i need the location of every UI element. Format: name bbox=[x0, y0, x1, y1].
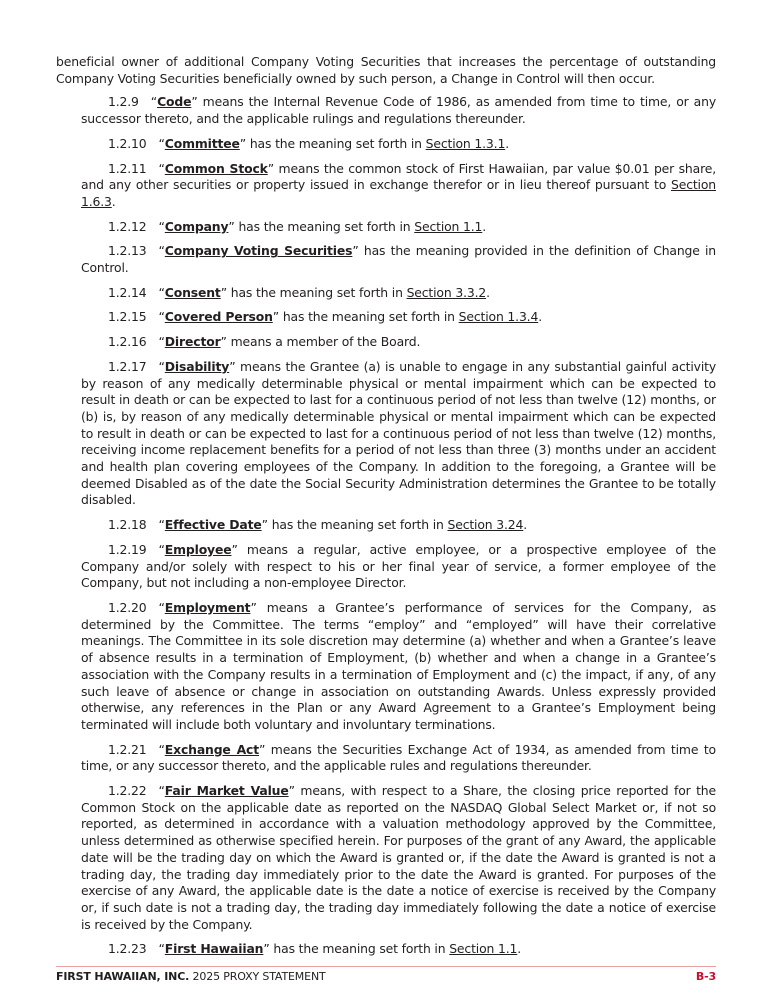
footer-company: FIRST HAWAIIAN, INC. bbox=[56, 970, 190, 983]
section-reference-link[interactable]: Section 1.3.4 bbox=[458, 309, 539, 325]
definition-term: First Hawaiian bbox=[164, 941, 264, 957]
definition-paragraph bbox=[56, 783, 716, 933]
definition-text: ” has the meaning set forth in bbox=[228, 218, 415, 234]
definition-paragraph bbox=[56, 334, 716, 351]
definition-lead: 1.2.18 “Effective Date bbox=[108, 517, 262, 533]
definition-text: ” means the Grantee (a) is unable to engage in any substantial gainful activity by reason of any medically determinable physical or mental impairment which can be expected to result in death or can be expected to last for a continuous period of not less than twelve (12) months, or (b) is, by reason of any medically determinable physical or mental impairment which can be expected to result in death or can be expected to last for a continuous period of not less than twelve (12) months, receiving income replacement benefits for a period of not less than three (3) months under an accident and health plan covering employees of the Company. In addition to the foregoing, a Grantee will be deemed Disabled as of the date the Social Security Administration determines the Grantee to be totally disabled. bbox=[81, 358, 716, 508]
document-body bbox=[56, 54, 716, 966]
definition-lead: 1.2.23 “First Hawaiian bbox=[108, 941, 264, 957]
intro-paragraph: beneficial owner of additional Company Voting Securities that increases the percentage of outstanding Company Voting Securities beneficially owned by such person, a Change in Control will then occur. bbox=[56, 54, 716, 86]
definition-punctuation: . bbox=[482, 218, 487, 234]
definitions-list bbox=[56, 94, 716, 958]
definition-text: ” means the Internal Revenue Code of 1986, as amended from time to time, or any successor thereto, and the applicable rulings and regulations thereunder. bbox=[81, 94, 716, 127]
definition-number: 1.2.10 bbox=[108, 135, 147, 151]
definition-term: Director bbox=[164, 334, 221, 350]
definition-paragraph bbox=[56, 542, 716, 592]
page-footer bbox=[56, 966, 716, 984]
footer-left bbox=[56, 970, 326, 984]
section-reference-link[interactable]: Section 3.3.2 bbox=[406, 284, 487, 300]
definition-text: ” has the meaning set forth in bbox=[272, 309, 459, 325]
section-reference-link[interactable]: Section 1.3.1 bbox=[425, 135, 506, 151]
definition-number: 1.2.14 bbox=[108, 284, 147, 300]
definition-paragraph bbox=[56, 285, 716, 302]
definition-number: 1.2.16 bbox=[108, 334, 147, 350]
definition-punctuation: . bbox=[523, 517, 528, 533]
definition-lead: 1.2.20 “Employment bbox=[108, 599, 251, 615]
definition-number: 1.2.22 bbox=[108, 783, 147, 799]
definition-text: ” means the Securities Exchange Act of 1934, as amended from time to time, or any successor thereto, and the applicable rules and regulations thereunder. bbox=[81, 741, 716, 774]
definition-paragraph bbox=[56, 136, 716, 153]
definition-number: 1.2.18 bbox=[108, 517, 147, 533]
definition-paragraph bbox=[56, 517, 716, 534]
section-reference-link[interactable]: Section 1.6.3 bbox=[81, 177, 716, 209]
definition-paragraph bbox=[56, 161, 716, 211]
definition-number: 1.2.9 bbox=[108, 94, 139, 110]
definition-number: 1.2.15 bbox=[108, 309, 147, 325]
definition-number: 1.2.11 bbox=[108, 160, 147, 176]
definition-term: Fair Market Value bbox=[164, 783, 289, 799]
definition-term: Company Voting Securities bbox=[164, 243, 353, 259]
footer-doc-title: 2025 PROXY STATEMENT bbox=[192, 970, 326, 983]
definition-text: ” means the common stock of First Hawaiian, par value $0.01 per share, and any other securities or property issued in exchange therefor or in lieu thereof pursuant to bbox=[81, 160, 716, 193]
section-reference-link[interactable]: Section 1.1 bbox=[414, 218, 483, 234]
definition-term: Code bbox=[157, 94, 192, 110]
definition-number: 1.2.19 bbox=[108, 541, 147, 557]
page-number: B-3 bbox=[695, 970, 716, 983]
definition-number: 1.2.21 bbox=[108, 741, 147, 757]
definition-text: ” means a Grantee’s performance of services for the Company, as determined by the Committee. The terms “employ” and “employed” will have their correlative meanings. The Committee in its sole discretion may determine (a) whether and when a Grantee’s leave of absence results in a termination of Employment, (b) whether and when a change in a Grantee’s association with the Company results in a termination of Employment and (c) the impact, if any, of any such leave of absence or change in association on outstanding Awards. Unless expressly provided otherwise, any references in the Plan or any Award Agreement to a Grantee’s Employment being terminated will include both voluntary and involuntary terminations. bbox=[81, 599, 716, 732]
definition-lead: 1.2.22 “Fair Market Value bbox=[108, 783, 289, 799]
definition-term: Consent bbox=[164, 284, 221, 300]
definition-lead: 1.2.10 “Committee bbox=[108, 135, 240, 151]
definition-term: Disability bbox=[164, 358, 230, 374]
definition-term: Covered Person bbox=[164, 309, 273, 325]
definition-text: ” means a member of the Board. bbox=[220, 334, 421, 350]
definition-paragraph bbox=[56, 359, 716, 509]
definition-punctuation: . bbox=[538, 309, 543, 325]
section-reference-link[interactable]: Section 1.1 bbox=[449, 941, 518, 957]
definition-text: ” has the meaning provided in the definition of Change in Control. bbox=[81, 243, 716, 276]
definition-punctuation: . bbox=[505, 135, 509, 151]
section-reference-link[interactable]: Section 3.24 bbox=[447, 517, 524, 533]
definition-term: Employee bbox=[164, 541, 232, 557]
definition-lead: 1.2.19 “Employee bbox=[108, 541, 232, 557]
definition-term: Exchange Act bbox=[164, 741, 259, 757]
definition-paragraph bbox=[56, 94, 716, 127]
definition-number: 1.2.12 bbox=[108, 218, 147, 234]
definition-lead: 1.2.16 “Director bbox=[108, 334, 221, 350]
definition-term: Committee bbox=[164, 135, 240, 151]
definition-number: 1.2.13 bbox=[108, 243, 147, 259]
definition-lead: 1.2.17 “Disability bbox=[108, 358, 230, 374]
definition-term: Common Stock bbox=[164, 160, 268, 176]
definition-lead: 1.2.21 “Exchange Act bbox=[108, 741, 259, 757]
definition-paragraph bbox=[56, 742, 716, 775]
definition-number: 1.2.20 bbox=[108, 599, 147, 615]
definition-paragraph bbox=[56, 600, 716, 734]
definition-text: ” means a regular, active employee, or a prospective employee of the Company and/or solely with respect to his or her final year of service, a former employee of the Company, but not including a non-employee Director. bbox=[81, 541, 716, 591]
definition-text: ” has the meaning set forth in bbox=[263, 941, 450, 957]
definition-lead: 1.2.9 “Code bbox=[108, 94, 192, 110]
definition-lead: 1.2.14 “Consent bbox=[108, 284, 221, 300]
definition-text: ” has the meaning set forth in bbox=[261, 517, 448, 533]
definition-lead: 1.2.13 “Company Voting Securities bbox=[108, 243, 353, 259]
definition-number: 1.2.23 bbox=[108, 941, 147, 957]
definition-text: ” has the meaning set forth in bbox=[239, 135, 426, 151]
definition-paragraph bbox=[56, 309, 716, 326]
definition-punctuation: . bbox=[486, 284, 490, 300]
definition-text: ” means, with respect to a Share, the closing price reported for the Common Stock on the applicable date as reported on the NASDAQ Global Select Market or, if not so reported, as determined in accordance with a valuation methodology approved by the Committee, unless determined as otherwise specified herein. For purposes of the grant of any Award, the applicable date will be the trading day on which the Award is granted or, if the date the Award is granted is not a trading day, the trading day immediately prior to the date the Award is granted. For purposes of the exercise of any Award, the applicable date is the date a notice of exercise is received by the Company or, if such date is not a trading day, the trading day immediately following the date a notice of exercise is received by the Company. bbox=[81, 783, 716, 932]
definition-lead: 1.2.15 “Covered Person bbox=[108, 309, 273, 325]
definition-paragraph bbox=[56, 941, 716, 958]
definition-punctuation: . bbox=[111, 193, 116, 209]
definition-number: 1.2.17 bbox=[108, 358, 147, 374]
definition-text: ” has the meaning set forth in bbox=[220, 284, 407, 300]
definition-lead: 1.2.12 “Company bbox=[108, 218, 229, 234]
definition-paragraph bbox=[56, 243, 716, 276]
definition-punctuation: . bbox=[517, 941, 522, 957]
definition-paragraph bbox=[56, 219, 716, 236]
definition-term: Company bbox=[164, 218, 229, 234]
definition-term: Effective Date bbox=[164, 517, 262, 533]
definition-lead: 1.2.11 “Common Stock bbox=[108, 160, 268, 176]
definition-term: Employment bbox=[164, 599, 251, 615]
